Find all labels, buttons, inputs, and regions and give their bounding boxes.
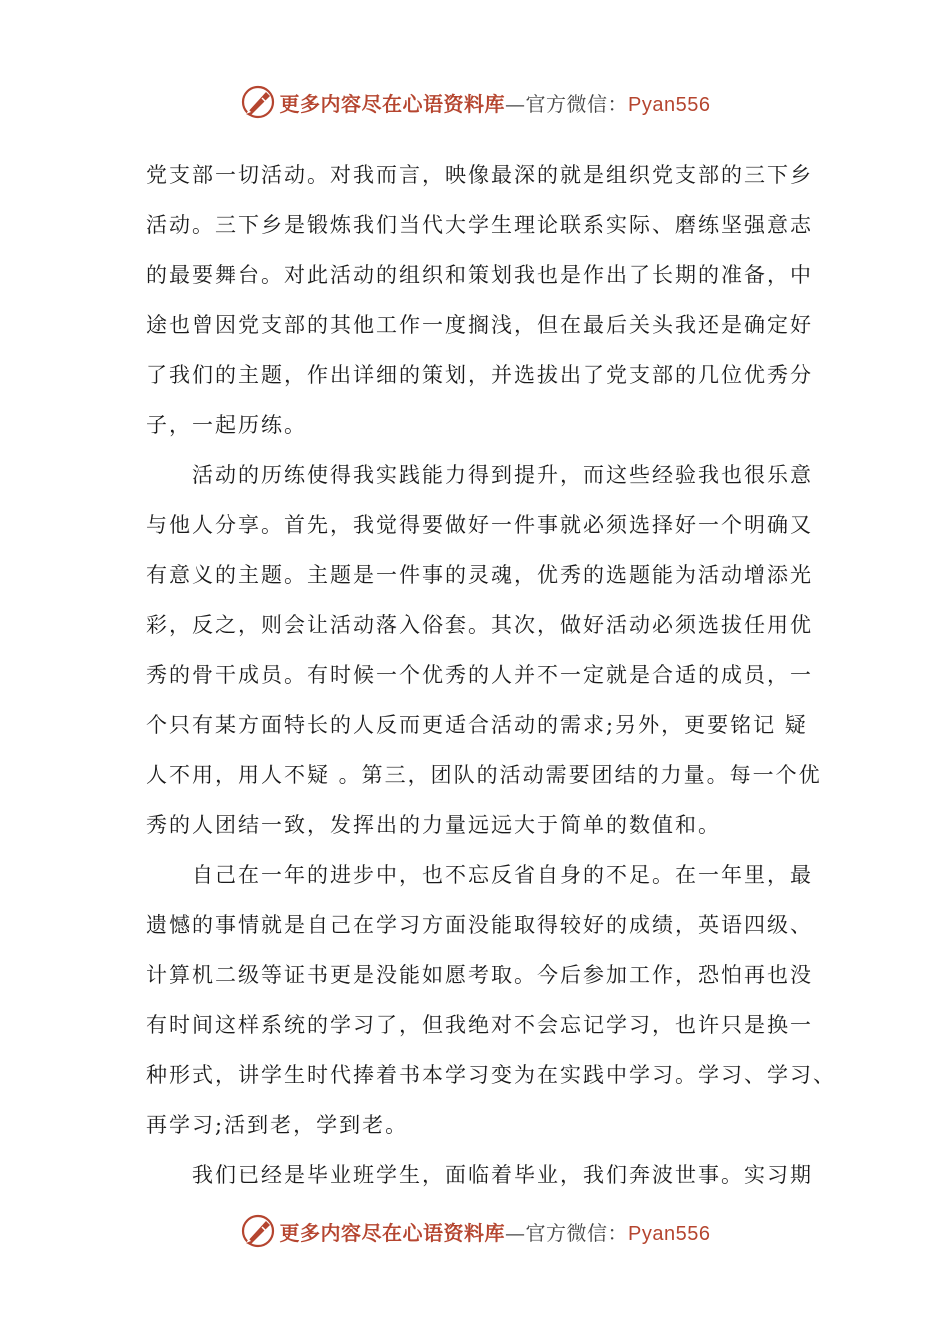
- text-line: 个只有某方面特长的人反而更适合活动的需求;另外，更要铭记 疑: [146, 713, 808, 737]
- footer-watermark: [0, 1211, 950, 1251]
- watermark-text: [280, 1217, 711, 1246]
- text-line: 子，一起历练。: [146, 413, 307, 437]
- pen-logo-icon: [240, 84, 276, 120]
- text-line: 了我们的主题，作出详细的策划，并选拔出了党支部的几位优秀分: [146, 363, 813, 387]
- text-line: 有意义的主题。主题是一件事的灵魂，优秀的选题能为活动增添光: [146, 563, 813, 587]
- header-watermark: [0, 82, 950, 122]
- watermark-wechat-id: Pyan556: [628, 1222, 711, 1245]
- text-line: 彩，反之，则会让活动落入俗套。其次，做好活动必须选拔任用优: [146, 613, 813, 637]
- text-line: 我们已经是毕业班学生，面临着毕业，我们奔波世事。实习期: [146, 1163, 813, 1187]
- pen-logo-icon: [240, 1213, 276, 1249]
- text-line: 再学习;活到老，学到老。: [146, 1113, 409, 1137]
- text-line: 的最要舞台。对此活动的组织和策划我也是作出了长期的准备，中: [146, 263, 813, 287]
- watermark-wechat-id: Pyan556: [628, 93, 711, 116]
- watermark-official: —官方微信：: [505, 1220, 629, 1245]
- text-line: 计算机二级等证书更是没能如愿考取。今后参加工作，恐怕再也没: [146, 963, 813, 987]
- document-body: [146, 150, 836, 1200]
- watermark-site: 更多内容尽在心语资料库: [279, 91, 506, 116]
- text-line: 活动的历练使得我实践能力得到提升，而这些经验我也很乐意: [146, 463, 813, 487]
- text-line: 种形式，讲学生时代捧着书本学习变为在实践中学习。学习、学习、: [146, 1063, 836, 1087]
- text-line: 秀的人团结一致，发挥出的力量远远大于简单的数值和。: [146, 813, 721, 837]
- text-line: 人不用，用人不疑 。第三，团队的活动需要团结的力量。每一个优: [146, 763, 822, 787]
- text-line: 自己在一年的进步中，也不忘反省自身的不足。在一年里，最: [146, 863, 813, 887]
- text-line: 遗憾的事情就是自己在学习方面没能取得较好的成绩，英语四级、: [146, 913, 813, 937]
- text-line: 党支部一切活动。对我而言，映像最深的就是组织党支部的三下乡: [146, 163, 813, 187]
- watermark-official: —官方微信：: [505, 91, 629, 116]
- text-line: 秀的骨干成员。有时候一个优秀的人并不一定就是合适的成员，一: [146, 663, 813, 687]
- text-line: 途也曾因党支部的其他工作一度搁浅，但在最后关头我还是确定好: [146, 313, 813, 337]
- text-line: 有时间这样系统的学习了，但我绝对不会忘记学习，也许只是换一: [146, 1013, 813, 1037]
- watermark-site: 更多内容尽在心语资料库: [279, 1220, 506, 1245]
- watermark-text: [280, 88, 711, 117]
- text-line: 活动。三下乡是锻炼我们当代大学生理论联系实际、磨练坚强意志: [146, 213, 813, 237]
- text-line: 与他人分享。首先，我觉得要做好一件事就必须选择好一个明确又: [146, 513, 813, 537]
